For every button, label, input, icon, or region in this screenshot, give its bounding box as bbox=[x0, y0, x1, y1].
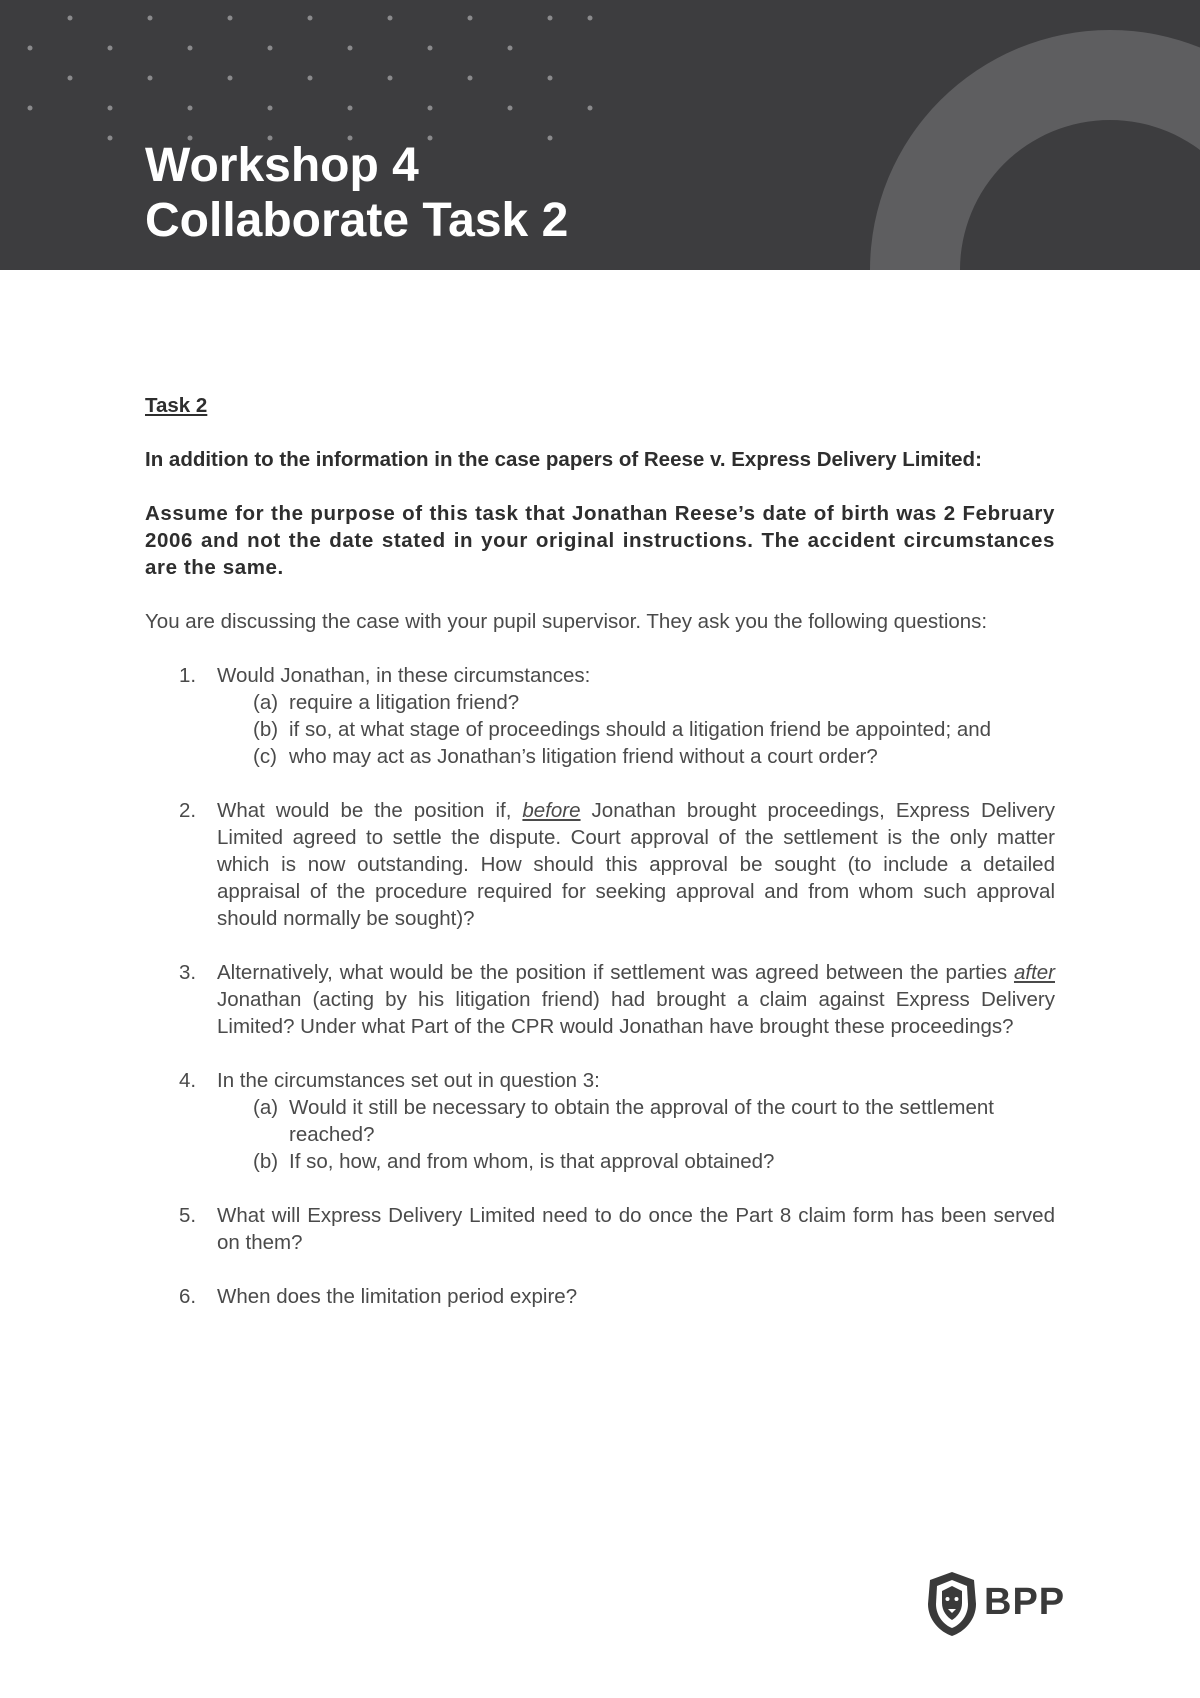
sub-question bbox=[217, 716, 1055, 743]
question-number: 5. bbox=[179, 1204, 197, 1227]
task-context: You are discussing the case with your pupil supervisor. They ask you the following questions: bbox=[145, 610, 988, 633]
sub-question-text: require a litigation friend? bbox=[289, 691, 520, 714]
sub-question-list bbox=[217, 1094, 1055, 1175]
question-text: When does the limitation period expire? bbox=[217, 1285, 578, 1308]
question-text: What will Express Delivery Limited need to do once the Part 8 claim form has been served on them? bbox=[217, 1204, 1055, 1254]
task-label: Task 2 bbox=[145, 394, 208, 417]
emphasis-after: after bbox=[1013, 961, 1055, 984]
sub-question-letter: (a) bbox=[253, 1096, 279, 1119]
sub-question-list bbox=[217, 689, 1055, 770]
question-number: 6. bbox=[179, 1285, 197, 1308]
question-number: 4. bbox=[179, 1069, 197, 1092]
questions-list bbox=[145, 662, 1055, 1310]
question-text: Would Jonathan, in these circumstances: bbox=[217, 664, 591, 687]
lion-shield-icon bbox=[924, 1570, 980, 1638]
question-text-part: Jonathan (acting by his litigation friend) had brought a claim against Express Delivery Limited? Under what Part of the CPR would Jonathan have brought these proceedings? bbox=[217, 988, 1055, 1038]
emphasis-before: before bbox=[522, 799, 581, 822]
question-text-part: Jonathan brought proceedings, Express Delivery Limited agreed to settle the dispute. Court approval of the settlement is the only matter which is now outstanding. How should this approval be sought (to include a detailed appraisal of the procedure required for seeking approval and from whom such approval should normally be sought)? bbox=[217, 799, 1055, 930]
question-4 bbox=[145, 1067, 1055, 1175]
question-text-part: What would be the position if, bbox=[217, 799, 523, 822]
header-banner bbox=[0, 0, 1200, 270]
question-3 bbox=[145, 959, 1055, 1040]
sub-question-text: Would it still be necessary to obtain the approval of the court to the settlement reached? bbox=[289, 1096, 994, 1146]
sub-question-letter: (b) bbox=[253, 718, 279, 741]
question-number: 3. bbox=[179, 961, 197, 984]
sub-question bbox=[217, 1094, 1055, 1148]
bpp-logo bbox=[924, 1570, 1066, 1640]
title-line-2: Collaborate Task 2 bbox=[145, 194, 569, 247]
question-number: 1. bbox=[179, 664, 197, 687]
sub-question-text: if so, at what stage of proceedings should a litigation friend be appointed; and bbox=[289, 718, 992, 741]
sub-question bbox=[217, 1148, 1055, 1175]
document-body bbox=[145, 392, 1055, 1337]
sub-question-letter: (c) bbox=[253, 745, 277, 768]
sub-question-text: If so, how, and from whom, is that approval obtained? bbox=[289, 1150, 775, 1173]
question-text-part: Alternatively, what would be the position if settlement was agreed between the parties bbox=[217, 961, 1014, 984]
question-number: 2. bbox=[179, 799, 197, 822]
task-intro: In addition to the information in the case papers of Reese v. Express Delivery Limited: bbox=[145, 448, 982, 471]
sub-question bbox=[217, 743, 1055, 770]
arc-decoration bbox=[870, 30, 1200, 270]
sub-question-letter: (a) bbox=[253, 691, 279, 714]
sub-question-letter: (b) bbox=[253, 1150, 279, 1173]
sub-question bbox=[217, 689, 1055, 716]
question-text: In the circumstances set out in question 3: bbox=[217, 1069, 600, 1092]
sub-question-text: who may act as Jonathan’s litigation friend without a court order? bbox=[289, 745, 878, 768]
title-line-1: Workshop 4 bbox=[145, 139, 419, 192]
logo-text: BPP bbox=[984, 1581, 1066, 1623]
page-title bbox=[145, 138, 568, 248]
question-5 bbox=[145, 1202, 1055, 1256]
question-6 bbox=[145, 1283, 1055, 1310]
question-2 bbox=[145, 797, 1055, 932]
question-1 bbox=[145, 662, 1055, 770]
task-assumption: Assume for the purpose of this task that Jonathan Reese’s date of birth was 2 February 2006 and not the date stated in your original instructions. The accident circumstances are the same. bbox=[145, 502, 1055, 579]
